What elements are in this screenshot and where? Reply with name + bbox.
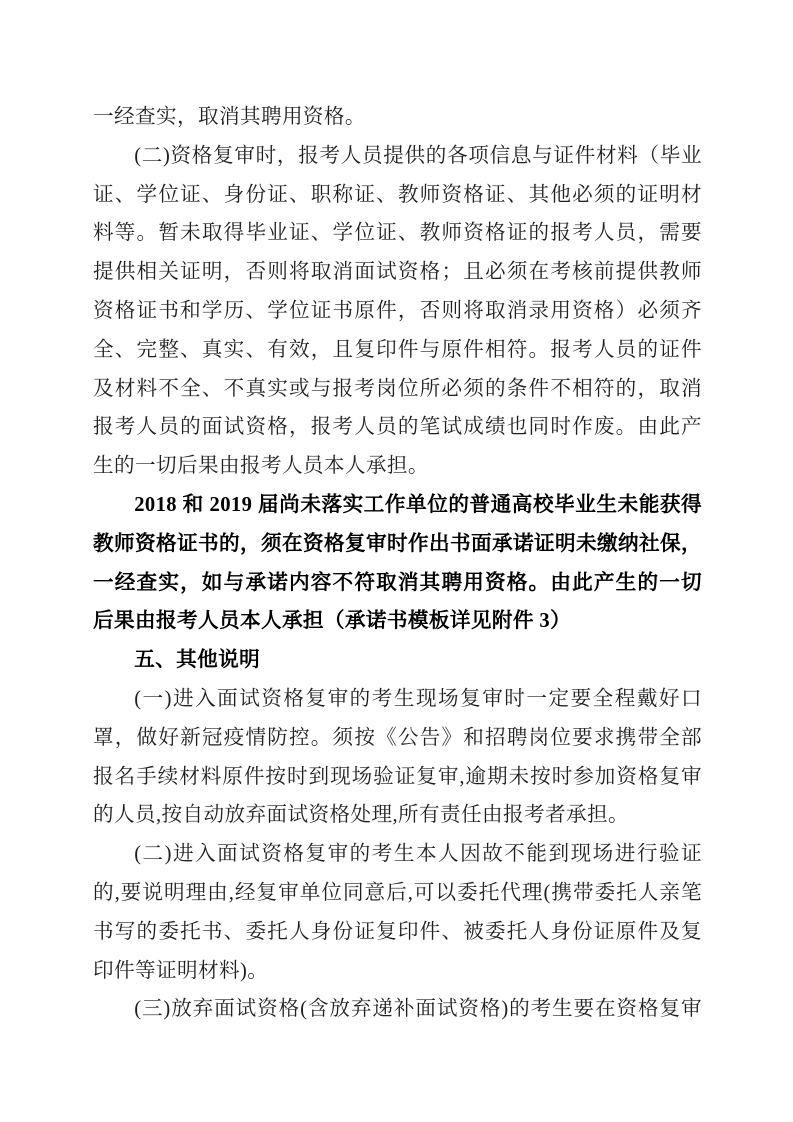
text-line-4: 料等。暂未取得毕业证、学位证、教师资格证的报考人员，需要 <box>93 222 702 245</box>
text-line-24: (三)放弃面试资格(含放弃递补面试资格)的考生要在资格复审 <box>134 998 702 1021</box>
text-line-5: 提供相关证明，否则将取消面试资格；且必须在考核前提供教师 <box>93 261 702 284</box>
text-line-14: 后果由报考人员本人承担（承诺书模板详见附件 3） <box>93 610 572 633</box>
text-line-8: 及材料不全、不真实或与报考岗位所必须的条件不相符的，取消 <box>93 377 702 400</box>
text-line-10: 生的一切后果由报考人员本人承担。 <box>93 455 429 478</box>
text-line-2: (二)资格复审时，报考人员提供的各项信息与证件材料（毕业 <box>134 144 702 167</box>
text-line-7: 全、完整、真实、有效，且复印件与原件相符。报考人员的证件 <box>93 338 702 361</box>
text-line-15: 五、其他说明 <box>134 648 261 672</box>
text-line-9: 报考人员的面试资格，报考人员的笔试成绩也同时作废。由此产 <box>93 416 702 439</box>
text-line-20: (二)进入面试资格复审的考生本人因故不能到现场进行验证 <box>134 843 702 866</box>
text-block <box>93 98 702 1029</box>
text-line-19: 的人员,按自动放弃面试资格处理,所有责任由报考者承担。 <box>93 804 629 827</box>
text-line-11: 2018 和 2019 届尚未落实工作单位的普通高校毕业生未能获得 <box>134 493 702 516</box>
text-line-13: 一经查实，如与承诺内容不符取消其聘用资格。由此产生的一切 <box>93 571 702 594</box>
text-line-17: 罩，做好新冠疫情防控。须按《公告》和招聘岗位要求携带全部 <box>93 726 702 749</box>
text-line-23: 印件等证明材料)。 <box>93 959 269 982</box>
text-line-16: (一)进入面试资格复审的考生现场复审时一定要全程戴好口 <box>134 687 702 710</box>
text-line-12: 教师资格证书的，须在资格复审时作出书面承诺证明未缴纳社保， <box>93 532 702 555</box>
text-line-21: 的,要说明理由,经复审单位同意后,可以委托代理(携带委托人亲笔 <box>93 881 702 904</box>
text-line-6: 资格证书和学历、学位证书原件，否则将取消录用资格）必须齐 <box>93 299 702 322</box>
text-line-18: 报名手续材料原件按时到现场验证复审,逾期未按时参加资格复审 <box>93 765 702 788</box>
text-line-22: 书写的委托书、委托人身份证复印件、被委托人身份证原件及复 <box>93 920 702 943</box>
text-line-1: 一经查实，取消其聘用资格。 <box>93 106 366 128</box>
text-line-3: 证、学位证、身份证、职称证、教师资格证、其他必须的证明材 <box>93 183 702 206</box>
